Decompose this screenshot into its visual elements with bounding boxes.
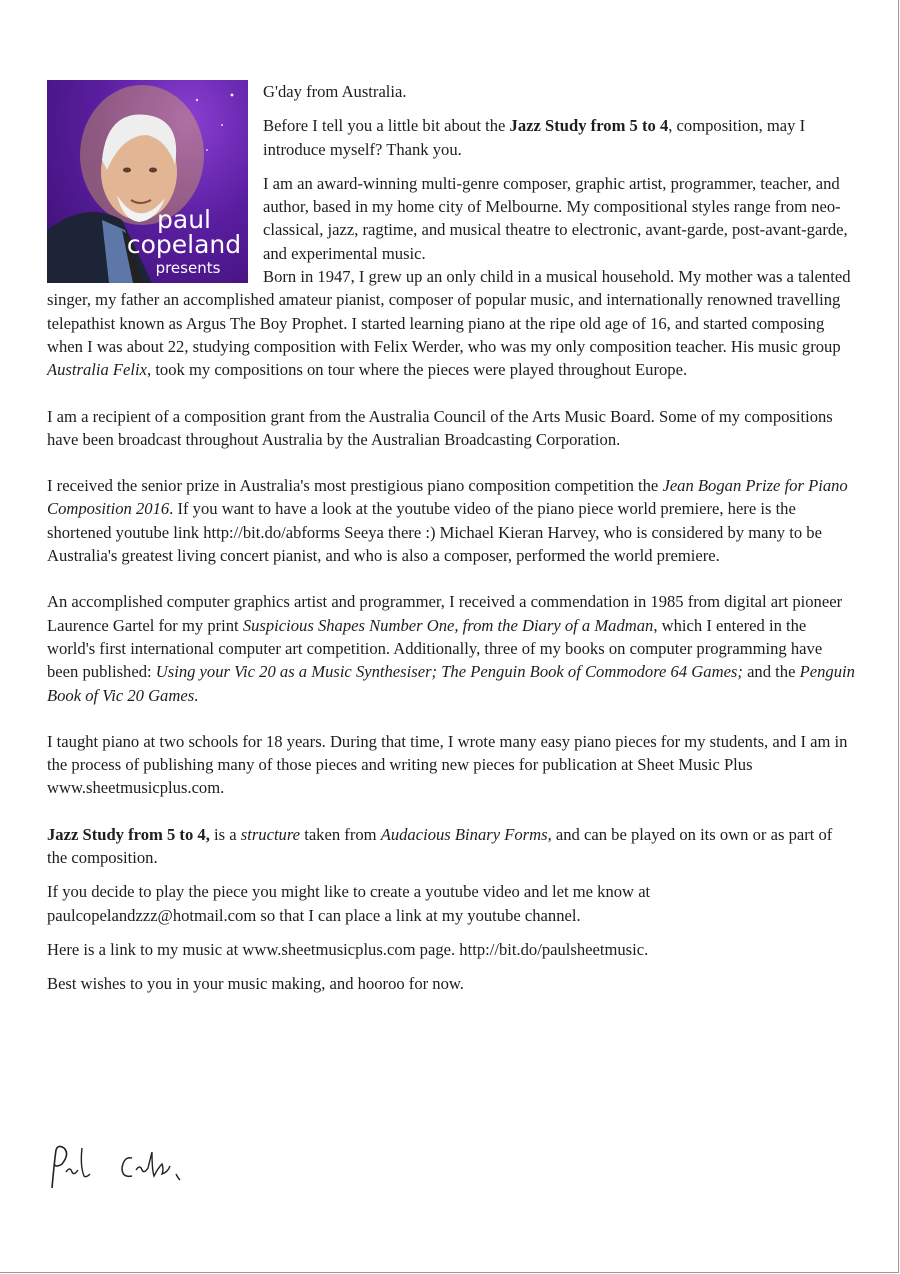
print-title: Suspicious Shapes Number One, from the Diary of a Madman <box>242 615 654 635</box>
paul-copeland-presents-logo <box>47 80 248 283</box>
closing-paragraph: Best wishes to you in your music making, and hooroo for now. <box>47 974 464 994</box>
prize-paragraph: I received the senior prize in Australia's most prestigious piano composition competition the Jean Bogan Prize for Piano Composition 2016. If you want to have a look at the youtube video of the piano piece world premiere, here is the shortened youtube link http://bit.do/abforms Seeya there :) Michael Kieran Harvey, who is considered by many to be Australia's greatest living concert pianist, and who is also a composer, performed the world premiere. <box>47 476 848 566</box>
piece-description-paragraph: Jazz Study from 5 to 4, is a structure taken from Audacious Binary Forms, and can be played on its own or as part of the composition. <box>47 824 833 868</box>
teaching-paragraph: I taught piano at two schools for 18 years. During that time, I wrote many easy piano pieces for my students, and I am in the process of publishing many of those pieces and writing new pieces for publication at Sheet Music Plus www.sheetmusicplus.com. <box>47 731 848 798</box>
introduction-paragraph: Before I tell you a little bit about the Jazz Study from 5 to 4, composition, may I introduce myself? Thank you. <box>263 116 806 159</box>
logo-presents: presents <box>155 259 221 277</box>
sheet-music-link-paragraph: Here is a link to my music at www.sheetmusicplus.com page. http://bit.do/paulsheetmusic. <box>47 939 649 959</box>
music-group-name: Australia Felix <box>47 360 148 380</box>
grant-paragraph: I am a recipient of a composition grant from the Australia Council of the Arts Music Board. Some of my compositions have been broadcast throughout Australia by the Australian Broadcasting Corporation. <box>47 406 833 449</box>
greeting-paragraph: G'day from Australia. <box>263 82 407 101</box>
book-titles: Using your Vic 20 as a Music Synthesiser; The Penguin Book of Commodore 64 Games; <box>155 662 743 682</box>
letter-body <box>47 80 855 1007</box>
youtube-request-paragraph: If you decide to play the piece you might like to create a youtube video and let me know at paulcopelandzzz@hotmail.com so that I can place a link at my youtube channel. <box>47 882 651 925</box>
book-title-vic20-games: Penguin Book of Vic 20 Games <box>47 662 855 705</box>
graphics-paragraph: An accomplished computer graphics artist and programmer, I received a commendation in 1985 from digital art pioneer Laurence Gartel for my print Suspicious Shapes Number One, from the Diary of a Madman, which I entered in the world's first international computer art competition. Additionally, three of my books on computer programming have been published: Using your Vic 20 as a Music Synthesiser; The Penguin Book of Commodore 64 Games; and the Penguin Book of Vic 20 Games. <box>47 592 855 705</box>
logo-text <box>124 207 244 279</box>
biography-paragraph: Born in 1947, I grew up an only child in a musical household. My mother was a talented singer, my father an accomplished amateur pianist, composer of popular music, and internationally renowned travelling telepathist known as Argus The Boy Prophet. I started learning piano at the ripe old age of 16, and started composing when I was about 22, studying composition with Felix Werder, who was my only composition teacher. His music group Australia Felix, took my compositions on tour where the pieces were played throughout Europe. <box>47 267 851 380</box>
piece-title-bold: Jazz Study from 5 to 4 <box>509 116 669 136</box>
collection-title: Audacious Binary Forms <box>380 824 548 844</box>
logo-name-line1: paul <box>157 205 211 234</box>
about-composer-paragraph: I am an award-winning multi-genre composer, graphic artist, programmer, teacher, and author, based in my home city of Melbourne. My compositional styles range from neo-classical, jazz, ragtime, and musical theatre to electronic, avant-garde, post-avant-garde, and experimental music. <box>263 173 848 263</box>
prize-name: Jean Bogan Prize for Piano Composition 2016 <box>47 476 848 519</box>
piece-title-bold-2: Jazz Study from 5 to 4, <box>47 824 210 844</box>
handwritten-signature <box>44 1140 204 1200</box>
logo-name-line2: copeland <box>126 230 242 259</box>
